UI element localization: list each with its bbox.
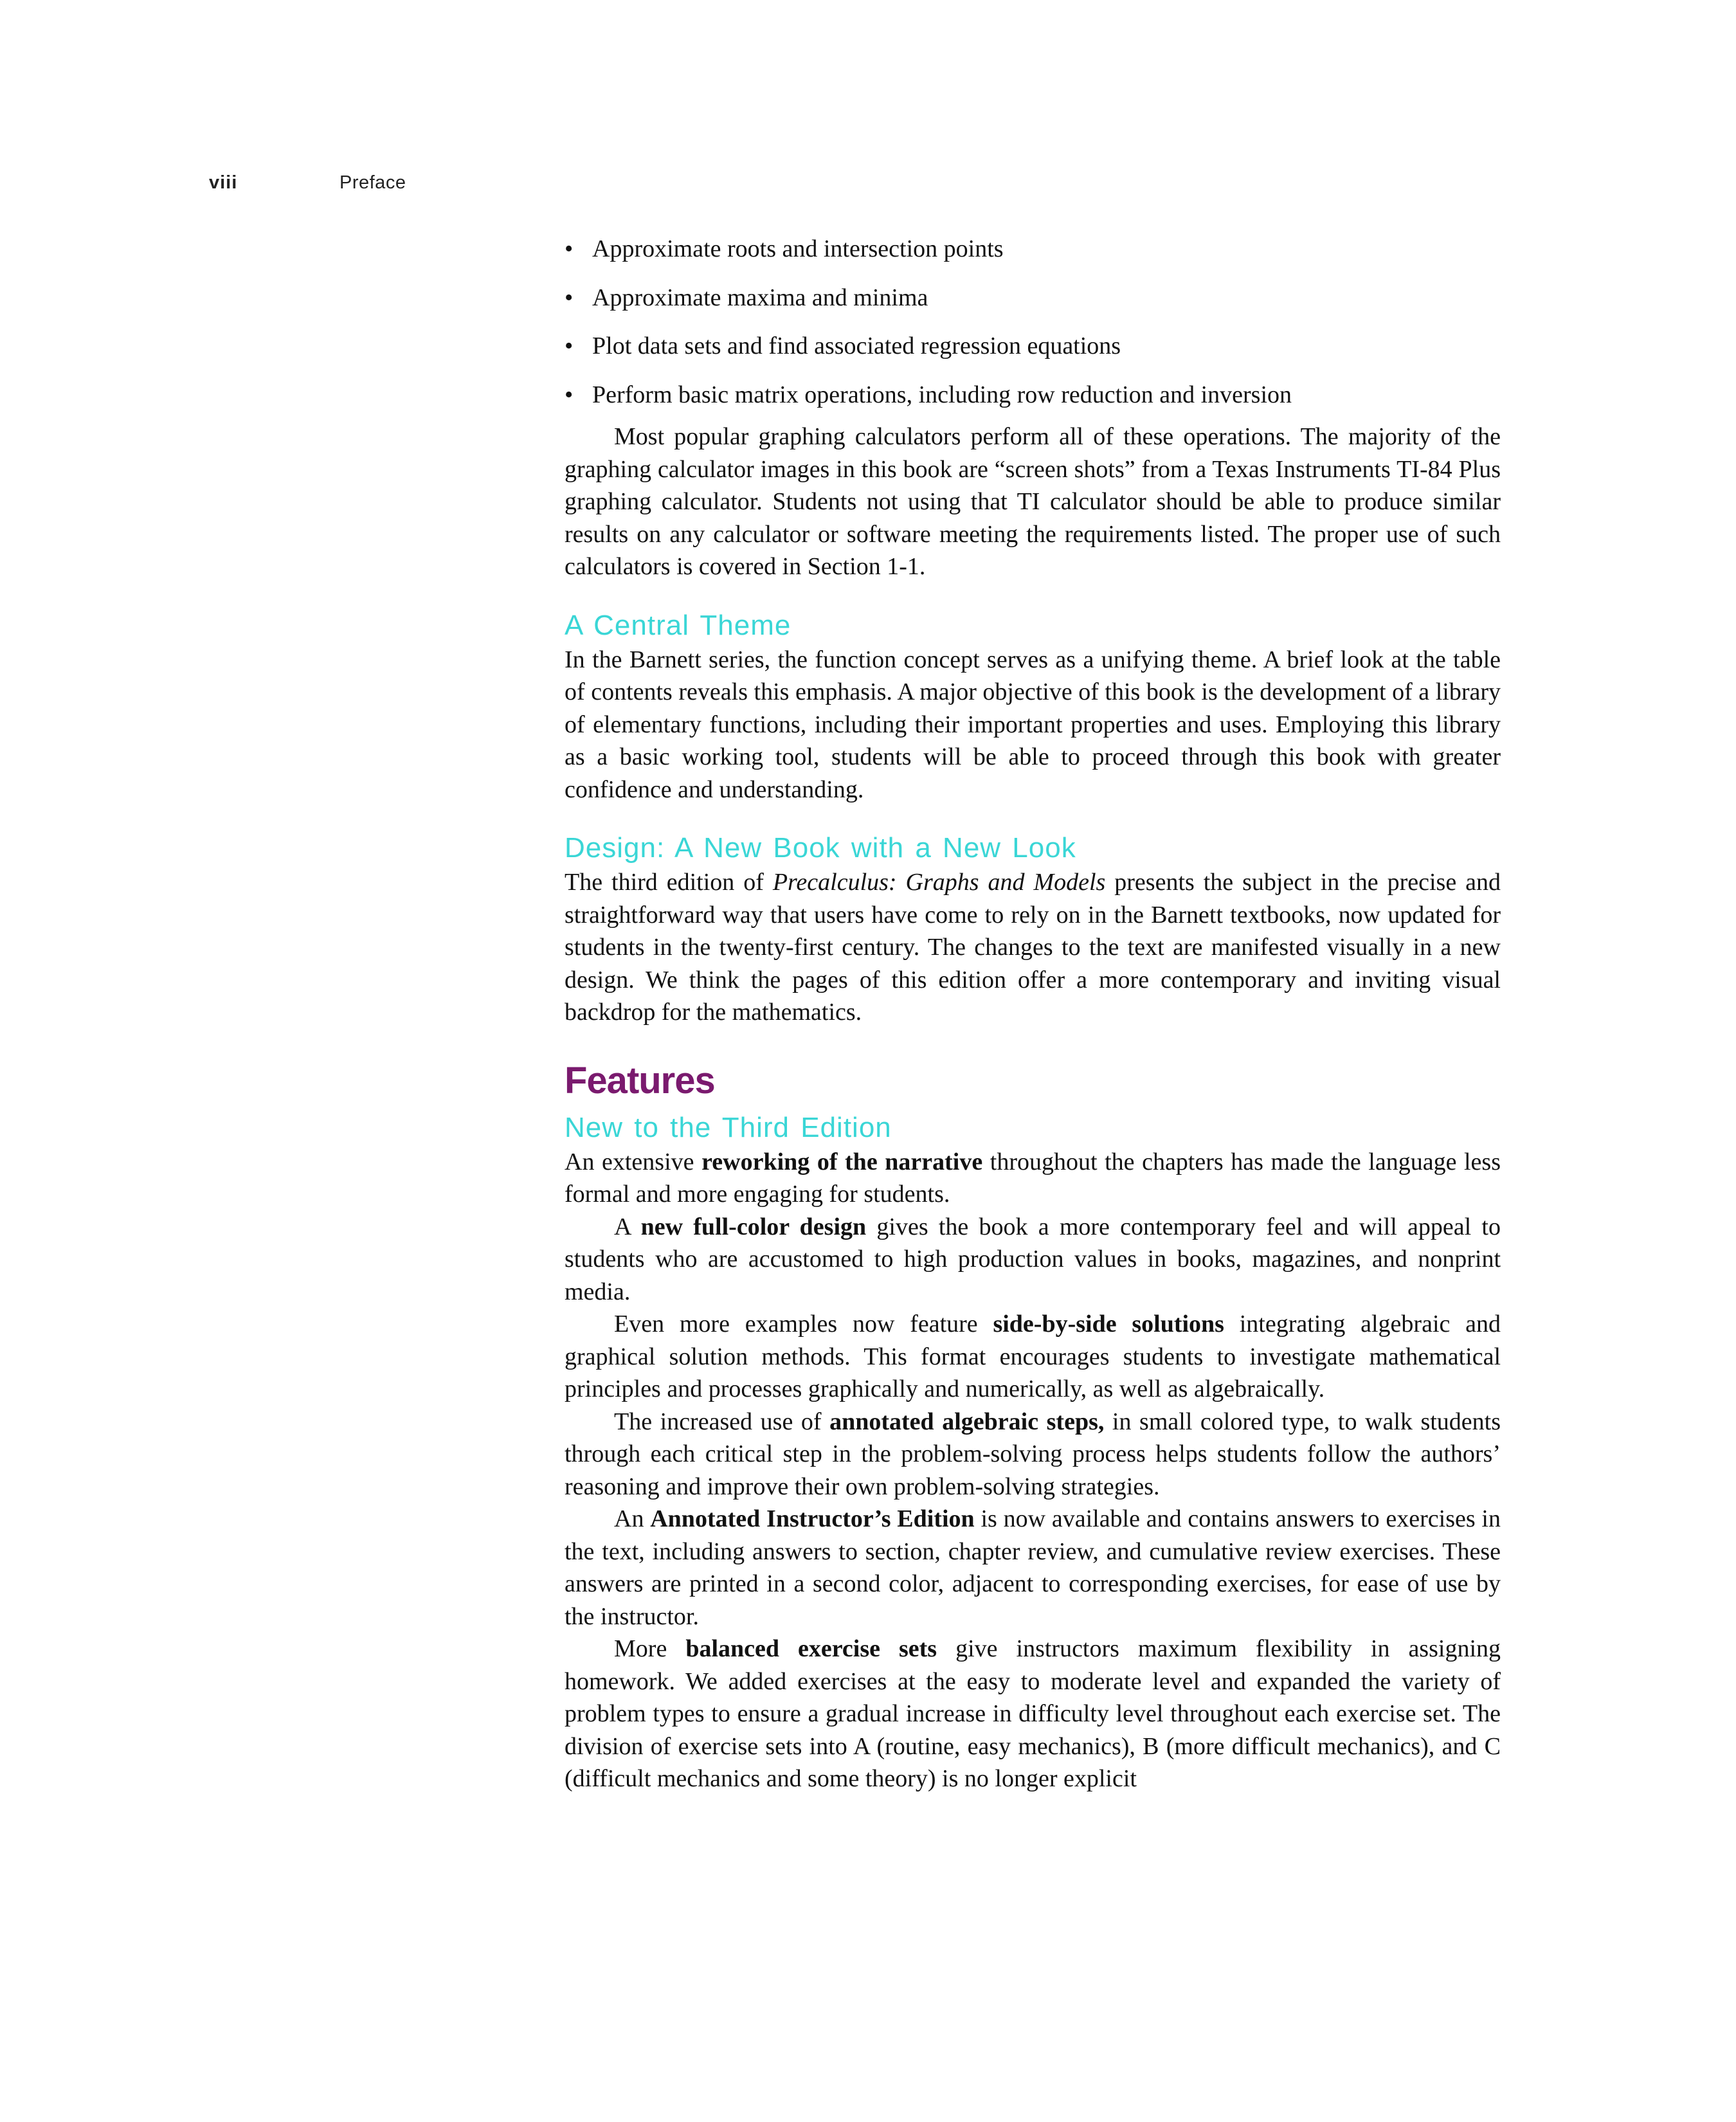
feature-paragraph	[565, 1308, 1501, 1406]
design-paragraph	[565, 866, 1501, 1029]
feature-text: An extensive	[565, 1148, 702, 1175]
feature-text: is now available and contains answers to exercises in the text, including answers to section, chapter review, and cumulative review exercises. These answers are printed in a second color, adjacent to corresponding exercises, for ease of use by the instructor.	[565, 1505, 1501, 1630]
feature-highlight: new full-color design	[640, 1213, 867, 1240]
feature-highlight: annotated algebraic steps,	[829, 1408, 1105, 1435]
feature-text: give instructors maximum flexibility in assigning homework. We added exercises at the easy to moderate level and expanded the variety of problem types to ensure a gradual increase in difficulty level throughout each exercise set. The division of exercise sets into A (routine, easy mechanics), B (more difficult mechanics), and C (difficult mechanics and some theory) is no longer explicit	[565, 1635, 1501, 1792]
feature-text: in small colored type, to walk students through each critical step in the problem-solving process helps students follow the authors’ reasoning and improve their own problem-solving strategies.	[565, 1408, 1501, 1500]
feature-text: integrating algebraic and graphical solution methods. This format encourages students to investigate mathematical principles and processes graphically and numerically, as well as algebraically.	[565, 1310, 1501, 1402]
feature-text: throughout the chapters has made the language less formal and more engaging for students.	[565, 1148, 1501, 1208]
features-heading: Features	[565, 1059, 715, 1102]
design-text-after: presents the subject in the precise and straightforward way that users have come to rely on in the Barnett textbooks, now updated for students in the twenty-first century. The changes to the text are manifested visually in a new design. We think the pages of this edition offer a more contemporary and inviting visual backdrop for the mathematics.	[565, 869, 1501, 1026]
feature-text: The increased use of	[614, 1408, 830, 1435]
page-body	[565, 233, 1501, 1795]
feature-highlight: reworking of the narrative	[701, 1148, 983, 1175]
intro-paragraph: Most popular graphing calculators perform all of these operations. The majority of the graphing calculator images in this book are “screen shots” from a Texas Instruments TI-84 Plus graphing calculator. Students not using that TI calculator should be able to produce similar results on any calculator or software meeting the requirements listed. The proper use of such calculators is covered in Section 1-1.	[565, 423, 1501, 580]
feature-highlight: balanced exercise sets	[685, 1635, 937, 1662]
feature-text: Even more examples now feature	[614, 1310, 993, 1338]
central-theme-heading: A Central Theme	[565, 609, 791, 641]
feature-highlight: side-by-side solutions	[993, 1310, 1224, 1338]
list-item: • Perform basic matrix operations, including row reduction and inversion	[565, 379, 1501, 412]
new-edition-heading: New to the Third Edition	[565, 1111, 892, 1143]
list-item: • Plot data sets and find associated regression equations	[565, 330, 1501, 363]
design-heading: Design: A New Book with a New Look	[565, 832, 1076, 864]
feature-paragraph	[565, 1633, 1501, 1795]
bullet-list	[565, 233, 1501, 411]
book-title: Precalculus: Graphs and Models	[772, 869, 1106, 896]
page-number: viii	[209, 172, 238, 193]
feature-paragraph	[565, 1406, 1501, 1503]
feature-paragraph	[565, 1211, 1501, 1309]
feature-paragraph	[565, 1503, 1501, 1633]
list-item: • Approximate maxima and minima	[565, 282, 1501, 314]
feature-text: A	[614, 1213, 641, 1240]
central-theme-paragraph: In the Barnett series, the function concept serves as a unifying theme. A brief look at the table of contents reveals this emphasis. A major objective of this book is the development of a library of elementary functions, including their important properties and uses. Employing this library as a basic working tool, students will be able to proceed through this book with greater confidence and understanding.	[565, 646, 1501, 803]
list-item: • Approximate roots and intersection points	[565, 233, 1501, 266]
design-text-before: The third edition of	[565, 869, 773, 896]
running-head-title: Preface	[339, 172, 406, 193]
feature-text: An	[614, 1505, 651, 1532]
feature-paragraph	[565, 1146, 1501, 1211]
feature-text: More	[614, 1635, 686, 1662]
running-head	[209, 172, 406, 194]
feature-text: gives the book a more contemporary feel and will appeal to students who are accustomed to high production values in books, magazines, and nonprint media.	[565, 1213, 1501, 1305]
feature-highlight: Annotated Instructor’s Edition	[650, 1505, 975, 1532]
